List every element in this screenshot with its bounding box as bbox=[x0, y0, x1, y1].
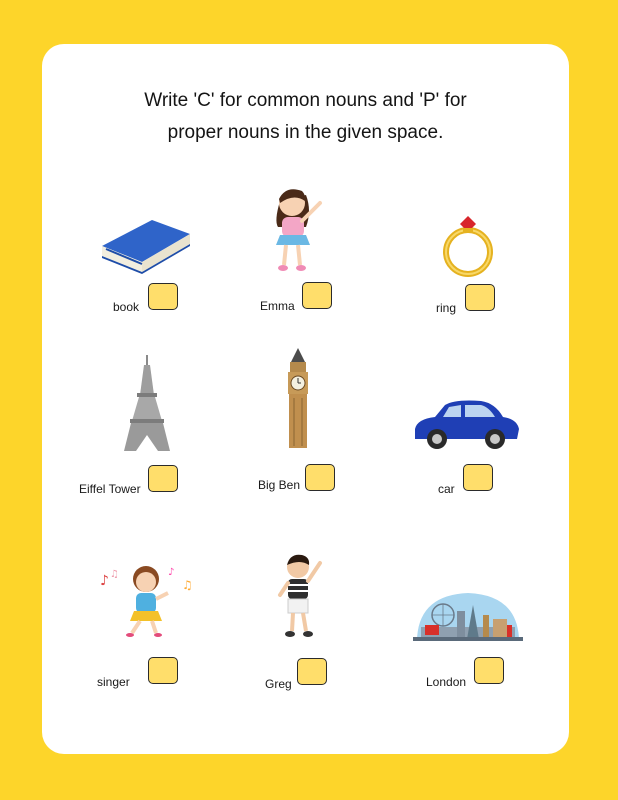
label-book: book bbox=[113, 300, 140, 314]
boy-greg-icon bbox=[276, 553, 324, 639]
label-big-ben: Big Ben bbox=[258, 478, 301, 492]
answer-box-car[interactable] bbox=[463, 464, 493, 491]
car-icon bbox=[411, 399, 521, 451]
girl-emma-icon bbox=[266, 181, 330, 273]
answer-box-emma[interactable] bbox=[302, 282, 332, 309]
instructions bbox=[42, 85, 569, 149]
answer-box-greg[interactable] bbox=[297, 658, 327, 685]
answer-box-big-ben[interactable] bbox=[305, 464, 335, 491]
worksheet-card bbox=[42, 44, 569, 754]
answer-box-book[interactable] bbox=[148, 283, 178, 310]
book-icon bbox=[98, 216, 194, 276]
singer-icon bbox=[98, 563, 194, 637]
eiffel-tower-icon bbox=[124, 355, 170, 451]
label-eiffel-tower: Eiffel Tower bbox=[79, 482, 141, 496]
instructions-line-2: proper nouns in the given space. bbox=[167, 122, 444, 143]
label-ring: ring bbox=[436, 301, 457, 315]
answer-box-ring[interactable] bbox=[465, 284, 495, 311]
label-london: London bbox=[426, 675, 467, 689]
answer-box-singer[interactable] bbox=[148, 657, 178, 684]
svg-text:♪: ♪ bbox=[100, 573, 109, 589]
svg-text:♪: ♪ bbox=[168, 567, 175, 578]
ring-icon bbox=[440, 212, 496, 278]
svg-text:♫: ♫ bbox=[182, 578, 193, 592]
answer-box-london[interactable] bbox=[474, 657, 504, 684]
label-singer: singer bbox=[97, 675, 130, 689]
label-car: car bbox=[438, 482, 455, 496]
big-ben-icon bbox=[285, 348, 311, 448]
instructions-line-1: Write 'C' for common nouns and 'P' for bbox=[144, 90, 467, 111]
label-emma: Emma bbox=[260, 299, 295, 313]
answer-box-eiffel-tower[interactable] bbox=[148, 465, 178, 492]
svg-text:♫: ♫ bbox=[110, 569, 119, 580]
label-greg: Greg bbox=[265, 677, 292, 691]
london-skyline-icon bbox=[413, 589, 523, 641]
